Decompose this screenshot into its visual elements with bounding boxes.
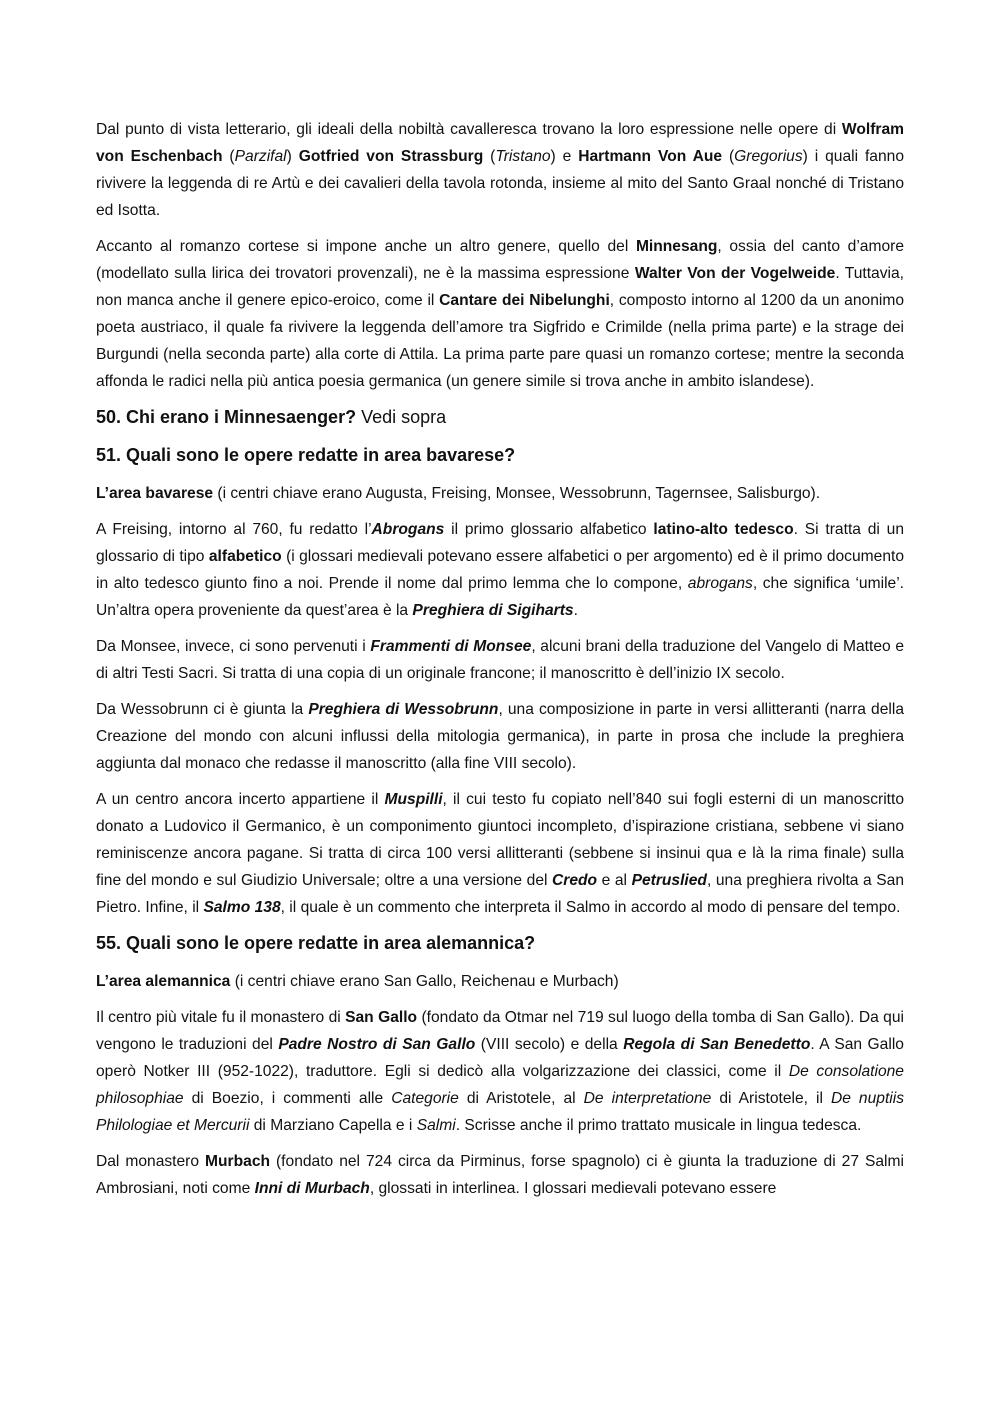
text-run: ) i quali fanno rivivere la leggenda di re Artù e dei cavalieri della tavola rotonda, insieme al mito del Santo Graal nonché di Tristano ed Isotta. xyxy=(96,148,904,219)
text-run: il primo glossario alfabetico xyxy=(444,521,654,538)
text-run: e al xyxy=(597,872,632,889)
bold-italic-title: Salmo 138 xyxy=(203,899,281,916)
paragraph xyxy=(96,968,904,995)
bold-italic-title: Inni di Murbach xyxy=(254,1180,370,1197)
bold-text: San Gallo xyxy=(345,1009,418,1026)
text-run: (VIII secolo) e della xyxy=(475,1036,624,1053)
bold-text: Minnesang xyxy=(635,238,718,255)
text-run: ( xyxy=(483,148,496,165)
bold-text: Murbach xyxy=(205,1153,271,1170)
text-run: , alcuni brani della traduzione del Vangelo di Matteo e di altri Testi Sacri. Si tratta di una copia di un originale francone; il manoscritto è dell’inizio IX secolo. xyxy=(96,638,905,682)
bold-text: Hartmann Von Aue xyxy=(578,148,723,165)
bold-italic-title: Regola di San Benedetto xyxy=(623,1036,811,1053)
italic-text: De consolatione philosophiae xyxy=(96,1063,904,1107)
document-body xyxy=(96,116,904,1202)
text-run: , ossia del canto d’amore (modellato sulla lirica dei trovatori provenzali), ne è la massima espressione xyxy=(96,238,905,282)
text-run: . Tuttavia, non manca anche il genere epico-eroico, come il xyxy=(96,265,904,309)
text-run: A Freising, intorno al 760, fu redatto l’ xyxy=(96,521,372,538)
bold-text: Wolfram von Eschenbach xyxy=(96,121,904,165)
text-run: , che significa ‘umile’. Un’altra opera proveniente da quest’area è la xyxy=(96,575,904,619)
italic-text: Gregorius xyxy=(734,148,803,165)
bold-text: alfabetico xyxy=(208,548,282,565)
paragraph xyxy=(96,116,904,224)
text-run: 50. Chi erano i Minnesaenger? xyxy=(96,407,357,427)
text-run: , una preghiera rivolta a San Pietro. Infine, il xyxy=(96,872,904,916)
text-run: Da Wessobrunn ci è giunta la xyxy=(96,701,309,718)
text-run: , il cui testo fu copiato nell’840 sui fogli esterni di un manoscritto donato a Ludovico il Germanico, è un componimento giuntoci incompleto, d’ispirazione cristiana, sebbene vi siano reminiscenze ancora pagane. Si tratta di circa 100 versi allitteranti (sebbene si insinui qua e là la rima finale) sulla fine del mondo e sul Giudizio Universale; oltre a una versione del xyxy=(96,791,904,889)
paragraph xyxy=(96,1148,904,1202)
paragraph xyxy=(96,633,904,687)
bold-text: latino-alto tedesco xyxy=(653,521,794,538)
bold-italic-title: Credo xyxy=(552,872,598,889)
text-run: di Aristotele, il xyxy=(711,1090,831,1107)
text-run: . xyxy=(573,602,578,619)
text-run: . Scrisse anche il primo trattato musicale in lingua tedesca. xyxy=(455,1117,862,1134)
text-run: 55. Quali sono le opere redatte in area alemannica? xyxy=(96,933,536,953)
paragraph xyxy=(96,480,904,507)
bold-text: Cantare dei Nibelunghi xyxy=(439,292,610,309)
paragraph xyxy=(96,696,904,777)
text-run: di Aristotele, al xyxy=(458,1090,584,1107)
text-run: (i centri chiave erano Augusta, Freising, Monsee, Wessobrunn, Tagernsee, Salisburgo). xyxy=(213,485,821,502)
bold-italic-title: Preghiera di Sigiharts xyxy=(412,602,574,619)
text-run: (i centri chiave erano San Gallo, Reichenau e Murbach) xyxy=(230,973,619,990)
text-run: (fondato nel 724 circa da Pirminus, forse spagnolo) ci è giunta la traduzione di 27 Salmi Ambrosiani, noti come xyxy=(96,1153,904,1197)
bold-text: L’area bavarese xyxy=(96,485,214,502)
text-run: ( xyxy=(722,148,735,165)
bold-italic-title: Frammenti di Monsee xyxy=(370,638,532,655)
text-run: 51. Quali sono le opere redatte in area bavarese? xyxy=(96,445,516,465)
text-run: . A San Gallo operò Notker III (952-1022), traduttore. Egli si dedicò alla volgarizzazione dei classici, come il xyxy=(96,1036,904,1080)
italic-text: De interpretatione xyxy=(583,1090,712,1107)
heading-note: Vedi sopra xyxy=(356,407,447,427)
text-run: , il quale è un commento che interpreta il Salmo in accordo al modo di pensare del tempo. xyxy=(280,899,901,916)
text-run: Il centro più vitale fu il monastero di xyxy=(96,1009,346,1026)
text-run: , glossati in interlinea. I glossari medievali potevano essere xyxy=(369,1180,777,1197)
paragraph xyxy=(96,233,904,395)
text-run: (i glossari medievali potevano essere alfabetici o per argomento) ed è il primo documento in alto tedesco giunto fino a noi. Prende il nome dal primo lemma che lo compone, xyxy=(96,548,904,592)
text-run: (fondato da Otmar nel 719 sul luogo della tomba di San Gallo). Da qui vengono le traduzioni del xyxy=(96,1009,904,1053)
italic-text: abrogans xyxy=(687,575,753,592)
bold-italic-title: Preghiera di Wessobrunn xyxy=(308,701,499,718)
bold-text: L’area alemannica xyxy=(96,973,231,990)
italic-text: Salmi xyxy=(416,1117,456,1134)
bold-text: Gotfried von Strassburg xyxy=(298,148,484,165)
italic-text: Categorie xyxy=(391,1090,459,1107)
bold-italic-title: Padre Nostro di San Gallo xyxy=(278,1036,476,1053)
text-run: , una composizione in parte in versi allitteranti (narra della Creazione del mondo con alcuni influssi della mitologia germanica), in parte in prosa che include la preghiera aggiunta dal monaco che redasse il manoscritto (alla fine VIII secolo). xyxy=(96,701,904,772)
bold-italic-title: Petruslied xyxy=(631,872,707,889)
bold-text: Walter Von der Vogelweide xyxy=(634,265,836,282)
section-heading xyxy=(96,442,904,468)
text-run: Dal punto di vista letterario, gli ideali della nobiltà cavalleresca trovano la loro espressione nelle opere di xyxy=(96,121,842,138)
text-run: ) xyxy=(286,148,299,165)
bold-italic-title: Abrogans xyxy=(371,521,445,538)
text-run: di Marziano Capella e i xyxy=(249,1117,417,1134)
text-run: Dal monastero xyxy=(96,1153,206,1170)
italic-text: Tristano xyxy=(495,148,551,165)
text-run: di Boezio, i commenti alle xyxy=(183,1090,392,1107)
text-run: Da Monsee, invece, ci sono pervenuti i xyxy=(96,638,371,655)
paragraph xyxy=(96,516,904,624)
paragraph xyxy=(96,1004,904,1139)
paragraph xyxy=(96,786,904,921)
bold-italic-title: Muspilli xyxy=(384,791,443,808)
text-run: . Si tratta di un glossario di tipo xyxy=(96,521,905,565)
italic-text: Parzifal xyxy=(234,148,287,165)
text-run: A un centro ancora incerto appartiene il xyxy=(96,791,385,808)
section-heading xyxy=(96,404,904,430)
text-run: , composto intorno al 1200 da un anonimo poeta austriaco, il quale fa rivivere la leggenda dell’amore tra Sigfrido e Crimilde (nella prima parte) e la strage dei Burgundi (nella seconda parte) alla corte di Attila. La prima parte pare quasi un romanzo cortese; mentre la seconda affonda le radici nella più antica poesia germanica (un genere simile si trova anche in ambito islandese). xyxy=(96,292,904,390)
italic-text: De nuptiis Philologiae et Mercurii xyxy=(96,1090,905,1134)
text-run: ( xyxy=(222,148,235,165)
section-heading xyxy=(96,930,904,956)
text-run: Accanto al romanzo cortese si impone anche un altro genere, quello del xyxy=(96,238,636,255)
text-run: ) e xyxy=(550,148,579,165)
